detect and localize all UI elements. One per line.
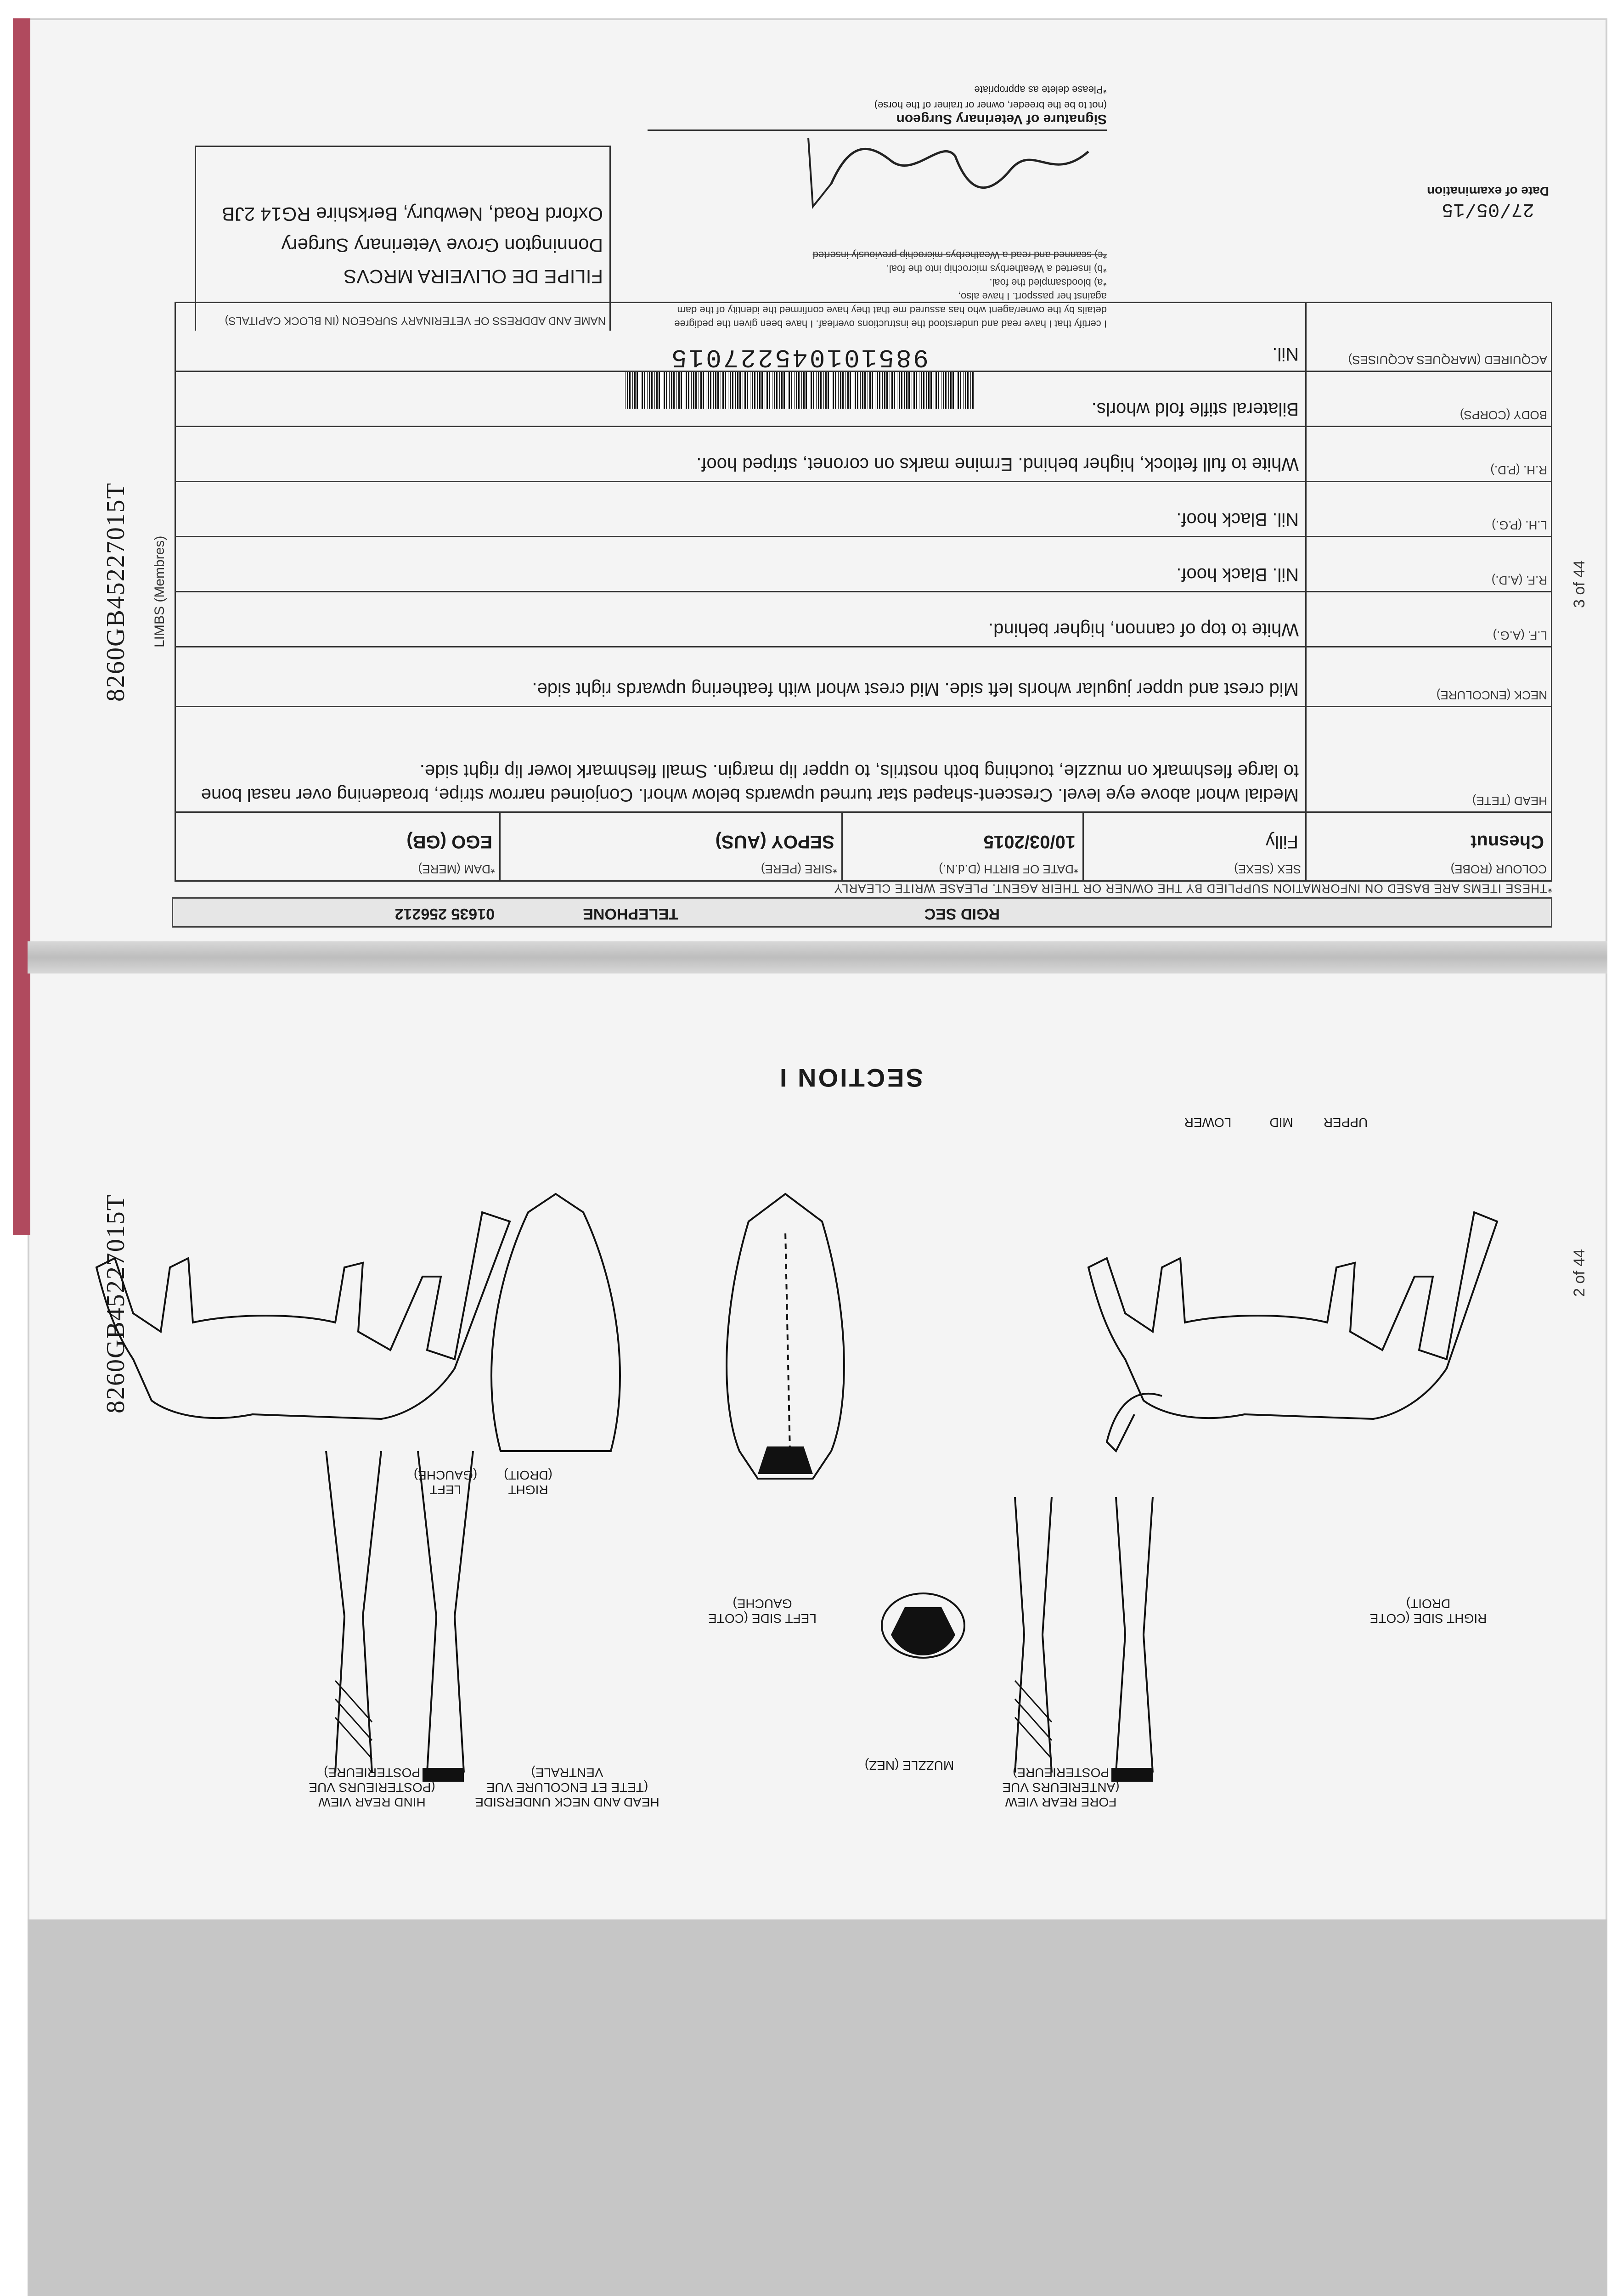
- booklet-cover-edge: [13, 18, 30, 1235]
- head-front-outline: [727, 1194, 844, 1479]
- vet-address: Oxford Road, Newbury, Berkshire RG14 2JB: [221, 203, 603, 225]
- marking-label: R.F. (A.D.): [1306, 537, 1552, 592]
- delete-note: *Please delete as appropriate: [974, 84, 1107, 96]
- marking-label: HEAD (TETE): [1306, 707, 1552, 812]
- header-strip-a: RGID SEC: [924, 905, 1000, 923]
- marking-row: [175, 537, 1552, 592]
- horse-diagrams: [51, 1130, 1566, 1910]
- vet-signature: [758, 133, 1107, 211]
- page-number-left: 2 of 44: [1571, 1249, 1588, 1297]
- colour-value: Chesnut: [1471, 832, 1544, 852]
- left-side-outline: [1088, 1212, 1497, 1451]
- marking-row: [175, 427, 1552, 482]
- exam-date: 27/05/15: [1442, 198, 1534, 220]
- signature-label: Signature of Veterinary Surgeon: [896, 112, 1107, 127]
- sex-cell: SEX (SEXE) Filly: [1083, 812, 1306, 881]
- exam-date-label: Date of examination: [1426, 184, 1550, 198]
- marking-row: [175, 647, 1552, 707]
- marking-label: ACQUIRED (MARQUES ACQUISES): [1306, 303, 1552, 371]
- vet-name: FILIPE DE OLIVEIRA MRCVS: [344, 266, 603, 287]
- vet-practice: Donnington Grove Veterinary Surgery: [281, 235, 603, 256]
- diagram-page: [51, 969, 1566, 1910]
- marking-label: R.H. (P.D.): [1306, 427, 1552, 482]
- booklet-ref-bottom: 8260GB45227015T: [101, 1194, 130, 1413]
- header-strip-b: TELEPHONE: [583, 905, 678, 923]
- exam-date-block: [1405, 184, 1571, 220]
- certification-text: [648, 248, 1107, 331]
- identity-row: [175, 812, 1552, 881]
- cert-option-c: *c) scanned and read a Weatherbys microchip previously inserted: [812, 249, 1107, 261]
- microchip-barcode: [625, 343, 974, 409]
- marking-text-lh: Nil. Black hoof.: [175, 482, 1306, 537]
- identification-page: [124, 84, 1571, 928]
- marking-text-lf: White to top of cannon, higher behind.: [175, 592, 1306, 647]
- sire-value: SEPOY (AUS): [715, 832, 834, 852]
- section-title: SECTION I: [778, 1064, 923, 1092]
- label-left-side: LEFT SIDE (COTE GAUCHE): [708, 1597, 817, 1626]
- head-underside-outline: [491, 1194, 620, 1451]
- dob-value: 10/03/2015: [983, 832, 1076, 852]
- marking-row: [175, 592, 1552, 647]
- signature-block: [648, 84, 1107, 211]
- marking-text-head: Medial whorl above eye level. Crescent-shaped star turned upwards below whorl. Conjoined narrow stripe, broadening over nasal bone to large fleshmark on muzzle, touching both nostrils, to upper lip margin. Small fleshmark lower lip right side.: [175, 707, 1306, 812]
- sire-cell: *SIRE (PERE) SEPOY (AUS): [500, 812, 842, 881]
- sex-value: Filly: [1265, 832, 1298, 852]
- marking-text-neck: Mid crest and upper jugular whorls left side. Mid crest whorl with feathering upwards right side.: [175, 647, 1306, 707]
- marking-row: [175, 707, 1552, 812]
- info-notice: *THESE ITEMS ARE BASED ON INFORMATION SUPPLIED BY THE OWNER OR THEIR AGENT. PLEASE WRITE CLEARLY: [834, 882, 1552, 895]
- header-strip-c: 01635 256212: [394, 905, 495, 923]
- label-head-neck: HEAD AND NECK UNDERSIDE (TETE ET ENCOLURE VUE VENTRALE): [475, 1766, 659, 1809]
- marking-label: L.H. (P.G.): [1306, 482, 1552, 537]
- dam-value: EGO (GB): [406, 832, 492, 852]
- label-right-side: RIGHT SIDE (COTE DROIT): [1369, 1597, 1487, 1626]
- cert-option-a: *a) bloodsampled the foal.: [989, 277, 1107, 288]
- scanner-background: [28, 1919, 1607, 2296]
- marking-text-rh: White to full fetlock, higher behind. Ermine marks on coronet, striped hoof.: [175, 427, 1306, 482]
- hind-rear-legs: [326, 1451, 473, 1773]
- label-muzzle: MUZZLE (NEZ): [864, 1758, 954, 1773]
- muzzle-fleshmark-front: [758, 1446, 813, 1474]
- marking-row: [175, 482, 1552, 537]
- marking-label: NECK (ENCOLURE): [1306, 647, 1552, 707]
- fore-rear-legs: [1015, 1497, 1153, 1773]
- signature-line: [648, 129, 1107, 131]
- label-fore-rear: FORE REAR VIEW (ANTERIEURS VUE POSTERIEURE): [1002, 1766, 1120, 1809]
- signature-note: (not to be the breeder, owner or trainer of the horse): [874, 100, 1107, 111]
- label-hind-rear: HIND REAR VIEW (POSTERIEURS VUE POSTERIEURE): [309, 1766, 435, 1809]
- barcode-bars: [625, 372, 974, 409]
- marking-label: L.F. (A.G.): [1306, 592, 1552, 647]
- hatched-marks: [335, 1681, 1052, 1759]
- label-lower: LOWER: [1184, 1115, 1232, 1130]
- label-upper: UPPER: [1323, 1115, 1368, 1130]
- label-left: LEFT (GAUCHE): [413, 1468, 478, 1497]
- colour-cell: COLOUR (ROBE) Chesnut: [1306, 812, 1552, 881]
- muzzle-fleshmark: [891, 1607, 955, 1655]
- marking-label: BODY (CORPS): [1306, 371, 1552, 427]
- marking-text-rf: Nil. Black hoof.: [175, 537, 1306, 592]
- marking-text-body: Bilateral stifle fold whorls.: [175, 371, 1306, 427]
- dam-cell: *DAM (MERE) EGO (GB): [175, 812, 500, 881]
- label-right: RIGHT (DROIT): [504, 1468, 552, 1497]
- page-number-right: 3 of 44: [1571, 560, 1588, 608]
- limbs-label: LIMBS (Membres): [152, 535, 167, 647]
- cert-option-b: *b) inserted a Weatherbys microchip into the foal.: [886, 263, 1107, 275]
- marking-text-acquired: Nil.: [175, 303, 1306, 371]
- dob-cell: *DATE OF BIRTH (D.d.N.) 10/03/2015: [842, 812, 1083, 881]
- vet-heading: NAME AND ADDRESS OF VETERINARY SURGEON (IN BLOCK CAPITALS): [225, 315, 606, 327]
- right-side-outline: [96, 1212, 510, 1419]
- vet-details: [195, 146, 611, 331]
- cert-intro: I certify that I have read and understood the instructions overleaf. I have been given the pedigree details by the owner/agent who has assured me that they have confirmed the identity of the dam against her passport. I have also,: [674, 291, 1107, 330]
- barcode-number: 985101045227015: [669, 343, 929, 372]
- label-mid: MID: [1269, 1115, 1293, 1130]
- booklet-ref-top: 8260GB45227015T: [101, 482, 130, 702]
- header-strip: [172, 897, 1552, 928]
